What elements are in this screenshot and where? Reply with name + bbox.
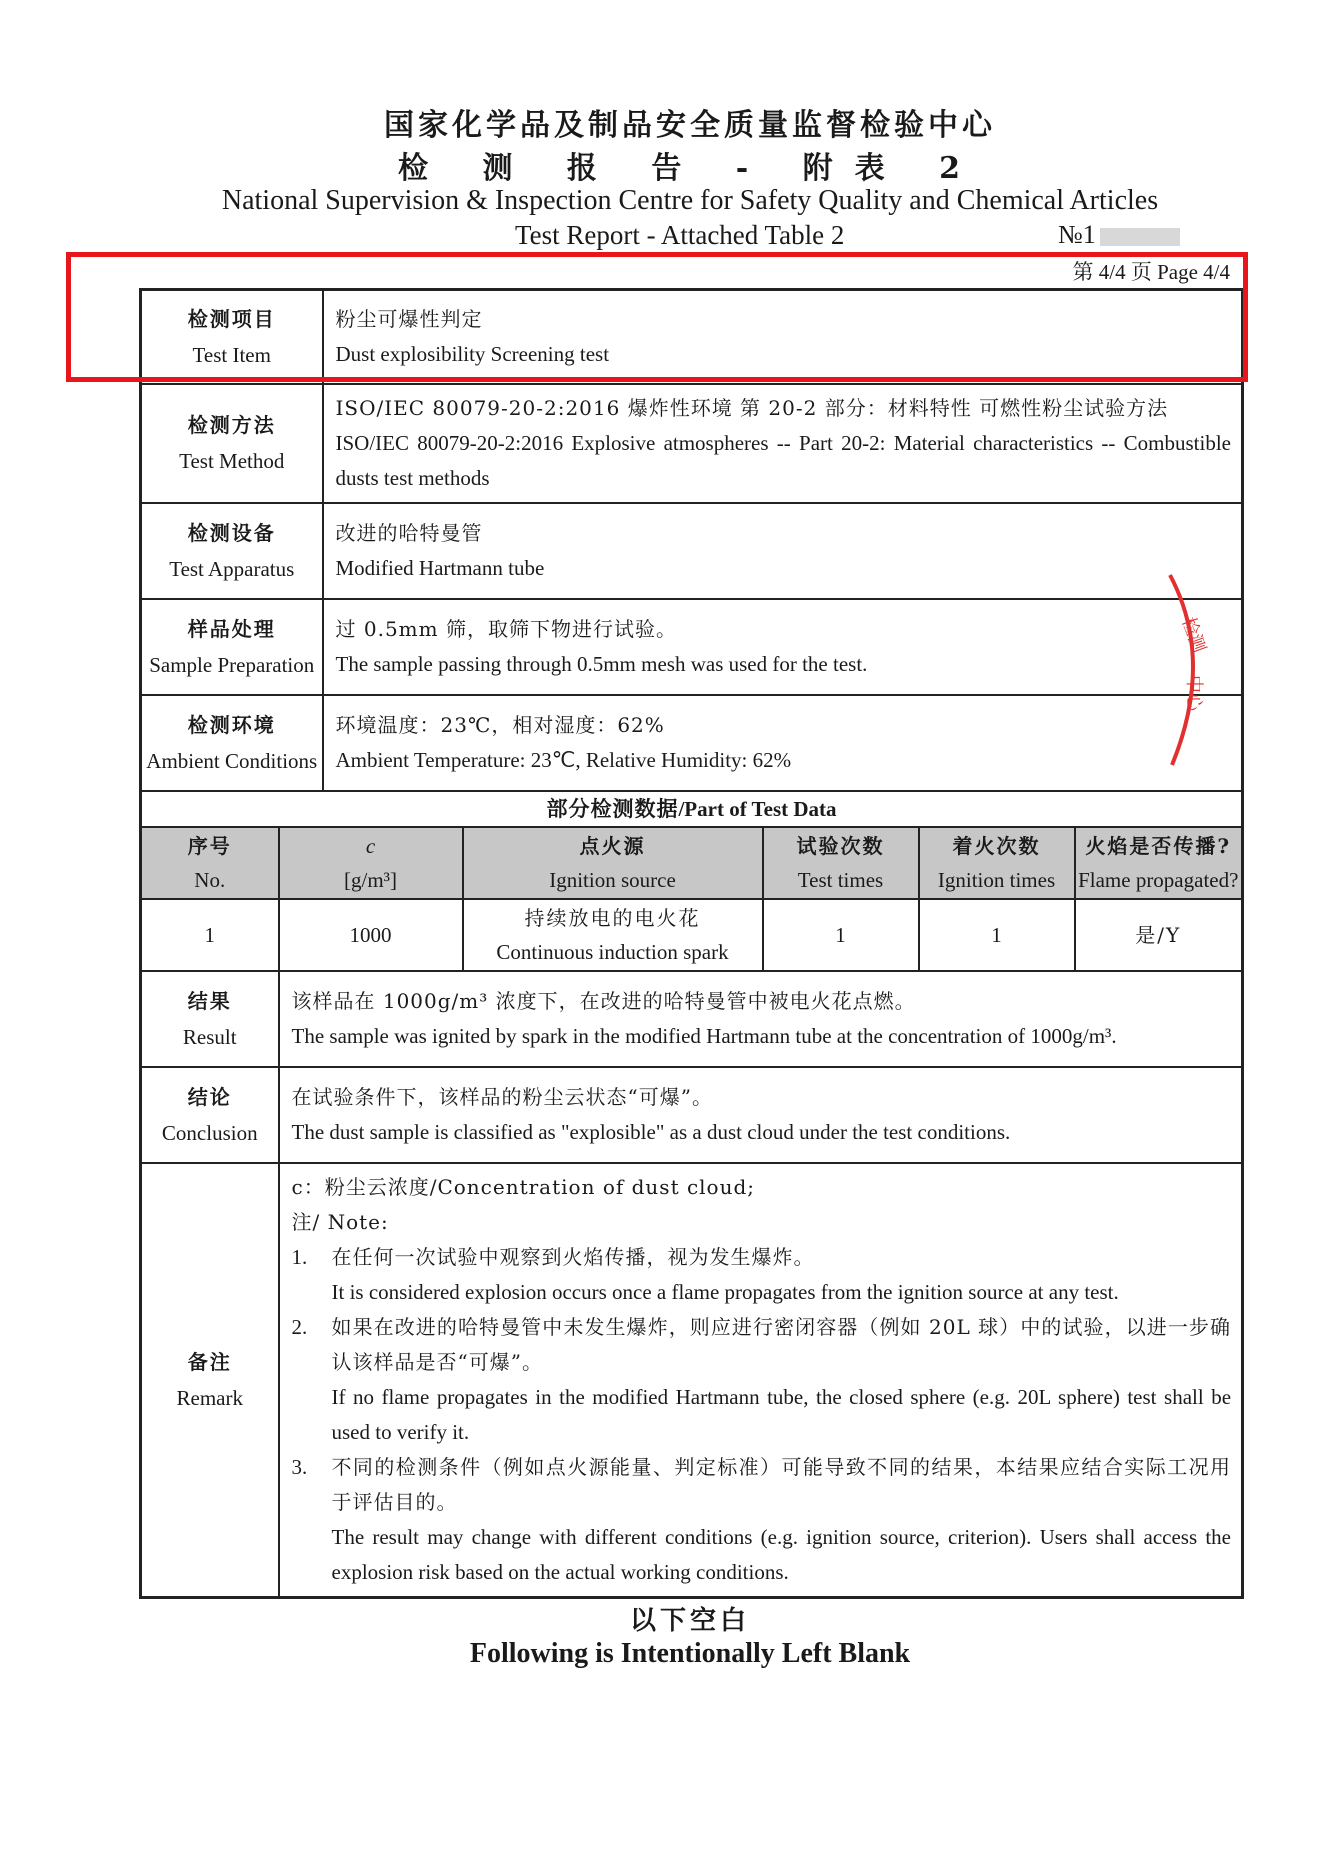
note-cn: 在任何一次试验中观察到火焰传播，视为发生爆炸。 [331,1244,815,1269]
col-cn: 试验次数 [796,833,885,858]
col-en: Test times [797,867,884,892]
label-en: Test Item [192,342,271,367]
note-en: It is considered explosion occurs once a flame propagates from the ignition source at any test. [331,1279,1119,1304]
report-table [139,288,1244,1599]
list-item [292,1240,1232,1310]
test-data-title-cn: 部分检测数据 [546,795,679,821]
test-data-title-row [141,791,1243,827]
col-cn: 着火次数 [952,833,1041,858]
col-cn: 序号 [187,833,232,858]
header-subtitle-en: Test Report - Attached Table 2 [515,220,845,250]
value-cn: 该样品在 1000g/m³ 浓度下，在改进的哈特曼管中被电火花点燃。 [291,988,916,1013]
test-data-title-en: /Part of Test Data [678,796,837,821]
result-label [141,971,279,1067]
col-cn: 火焰是否传播? [1085,833,1232,858]
test-data-title [141,791,1243,827]
conclusion-value [279,1067,1243,1163]
value-en: The sample passing through 0.5mm mesh was used for the test. [335,651,868,676]
column-header-test-times [763,827,919,899]
remark-row [141,1163,1243,1598]
list-item [292,1310,1232,1450]
info-row-test-method [141,384,1243,503]
value-en: Ambient Temperature: 23℃, Relative Humidity: 62% [335,747,792,772]
remark-value [279,1163,1243,1598]
remark-note-heading: 注/ Note: [291,1209,389,1234]
blank-notice-cn: 以下空白 [629,1606,750,1636]
value-cn: 在试验条件下，该样品的粉尘云状态“可爆”。 [291,1084,713,1109]
blank-notice-en: Following is Intentionally Left Blank [469,1638,911,1669]
label-en: Test Method [179,449,285,473]
value-en: ISO/IEC 80079-20-2:2016 Explosive atmospheres -- Part 20-2: Material characteristics -- Combustible dusts test methods [335,430,1232,490]
table-row [141,899,1243,971]
value-en: Dust explosibility Screening test [335,341,610,366]
list-item [292,1450,1232,1590]
value-cn: 改进的哈特曼管 [335,520,483,545]
col-cn: 点火源 [579,833,646,858]
info-row-ambient-conditions [141,695,1243,791]
note-en: If no flame propagates in the modified Hartmann tube, the closed sphere (e.g. 20L sphere) test shall be used to verify it. [331,1384,1232,1444]
source-cn: 持续放电的电火花 [524,905,701,930]
value-cn: 环境温度：23℃，相对湿度：62% [335,712,665,737]
value-cn: 粉尘可爆性判定 [335,306,483,331]
cell-flame-propagated: 是/Y [1075,899,1243,971]
svg-text:检测: 检测 [1177,614,1210,656]
result-row [141,971,1243,1067]
label-cn: 检测环境 [187,712,276,737]
cell-ignition-source [463,899,763,971]
conclusion-row [141,1067,1243,1163]
info-value [323,503,1243,599]
label-en: Test Apparatus [169,556,295,581]
note-en: The result may change with different conditions (e.g. ignition source, criterion). Users shall access the explosion risk based on the actual working conditions. [331,1524,1232,1584]
info-value [323,290,1243,384]
page-number: 第 4/4 页 Page 4/4 [1072,260,1230,284]
info-label [141,503,323,599]
info-label [141,695,323,791]
note-cn: 如果在改进的哈特曼管中未发生爆炸，则应进行密闭容器（例如 20L 球）中的试验，以进一步确认该样品是否“可爆”。 [331,1314,1232,1374]
label-en: Result [182,1024,237,1049]
value-cn: 过 0.5mm 筛，取筛下物进行试验。 [335,616,677,641]
label-cn: 检测项目 [187,306,276,331]
info-row-test-item [141,290,1243,384]
cell-ignition-times: 1 [919,899,1075,971]
remark-notes [292,1240,1232,1590]
info-label [141,384,323,503]
note-number: 1. [291,1244,308,1269]
label-cn: 检测设备 [187,520,276,545]
note-cn: 不同的检测条件（例如点火源能量、判定标准）可能导致不同的结果，本结果应结合实际工况用于评估目的。 [331,1454,1232,1514]
remark-concentration-note: c：粉尘云浓度/Concentration of dust cloud; [291,1174,756,1199]
note-number: 3. [291,1454,308,1479]
conclusion-label [141,1067,279,1163]
info-row-sample-preparation [141,599,1243,695]
svg-text:中心: 中心 [1183,675,1204,711]
label-cn: 样品处理 [187,616,276,641]
column-header-c [279,827,463,899]
label-cn: 结论 [187,1084,232,1109]
header-title-cn: 国家化学品及制品安全质量监督检验中心 [384,108,996,143]
value-cn: ISO/IEC 80079-20-2:2016 爆炸性环境 第 20-2 部分：材料特性 可燃性粉尘试验方法 [335,395,1169,420]
col-en: No. [194,867,226,892]
info-value [323,599,1243,695]
label-cn: 备注 [187,1349,232,1374]
remark-label [141,1163,279,1598]
result-value [279,971,1243,1067]
redacted-number [1100,228,1180,246]
header-subtitle-cn: 检 测 报 告 - 附表 2 [398,151,982,186]
label-en: Ambient Conditions [146,748,318,773]
source-en: Continuous induction spark [496,939,729,964]
test-data-header-row [141,827,1243,899]
cell-no: 1 [141,899,279,971]
note-number: 2. [291,1314,308,1339]
label-en: Conclusion [161,1120,258,1145]
value-en: Modified Hartmann tube [335,555,545,580]
header-title-en: National Supervision & Inspection Centre for Safety Quality and Chemical Articles [221,185,1159,216]
info-value [323,384,1243,503]
column-header-no [141,827,279,899]
label-en: Sample Preparation [149,652,315,677]
info-label [141,290,323,384]
cell-concentration: 1000 [279,899,463,971]
info-row-test-apparatus [141,503,1243,599]
info-label [141,599,323,695]
value-en: The sample was ignited by spark in the modified Hartmann tube at the concentration of 1000g/m³. [291,1023,1117,1048]
col-cn: c [365,833,376,858]
column-header-ignition-source [463,827,763,899]
col-en: [g/m³] [344,867,397,892]
col-en: Ignition source [549,867,676,892]
column-header-ignition-times [919,827,1075,899]
col-en: Ignition times [937,867,1056,892]
report-number [1058,220,1180,250]
cell-test-times: 1 [763,899,919,971]
label-cn: 结果 [187,988,232,1013]
label-cn: 检测方法 [187,413,276,437]
col-en: Flame propagated? [1078,867,1239,892]
label-en: Remark [176,1385,243,1410]
column-header-flame-propagated [1075,827,1243,899]
report-number-text: №1 [1058,220,1096,249]
value-en: The dust sample is classified as "explosible" as a dust cloud under the test conditions. [291,1119,1011,1144]
info-value [323,695,1243,791]
